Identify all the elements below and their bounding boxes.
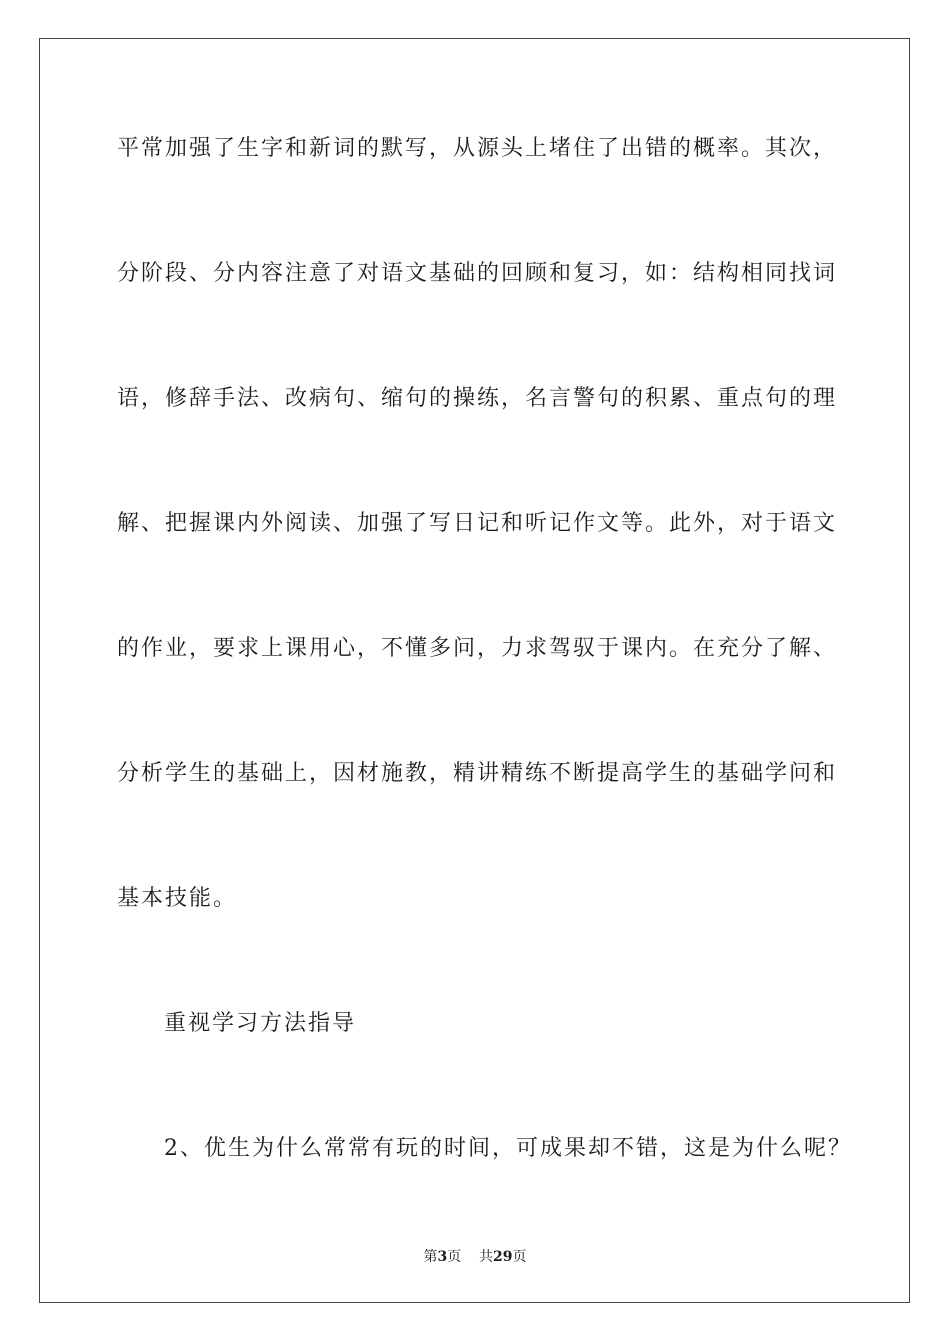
question-line: 2、优生为什么常常有玩的时间，可成果却不错，这是为什么呢？	[164, 1136, 852, 1161]
paragraph-line-5: 的作业，要求上课用心，不懂多问，力求驾驭于课内。在充分了解、	[117, 636, 838, 661]
footer-page-suffix: 页	[447, 1249, 462, 1265]
footer-total-suffix: 页	[512, 1249, 527, 1265]
footer-page-number: 3	[437, 1249, 448, 1265]
page-footer	[0, 1248, 950, 1266]
paragraph-line-2: 分阶段、分内容注意了对语文基础的回顾和复习，如：结构相同找词	[117, 261, 838, 286]
section-heading: 重视学习方法指导	[164, 1011, 357, 1036]
paragraph-line-6: 分析学生的基础上，因材施教，精讲精练不断提高学生的基础学问和	[117, 761, 838, 786]
page-border	[39, 38, 910, 1303]
footer-total-pages: 29	[493, 1249, 513, 1265]
footer-total-prefix: 共	[479, 1249, 494, 1265]
paragraph-line-4: 解、把握课内外阅读、加强了写日记和听记作文等。此外，对于语文	[117, 511, 838, 536]
paragraph-line-3: 语，修辞手法、改病句、缩句的操练，名言警句的积累、重点句的理	[117, 386, 838, 411]
footer-page-prefix: 第	[423, 1249, 438, 1265]
paragraph-line-7: 基本技能。	[117, 886, 238, 911]
paragraph-line-1: 平常加强了生字和新词的默写，从源头上堵住了出错的概率。其次，	[117, 136, 838, 161]
